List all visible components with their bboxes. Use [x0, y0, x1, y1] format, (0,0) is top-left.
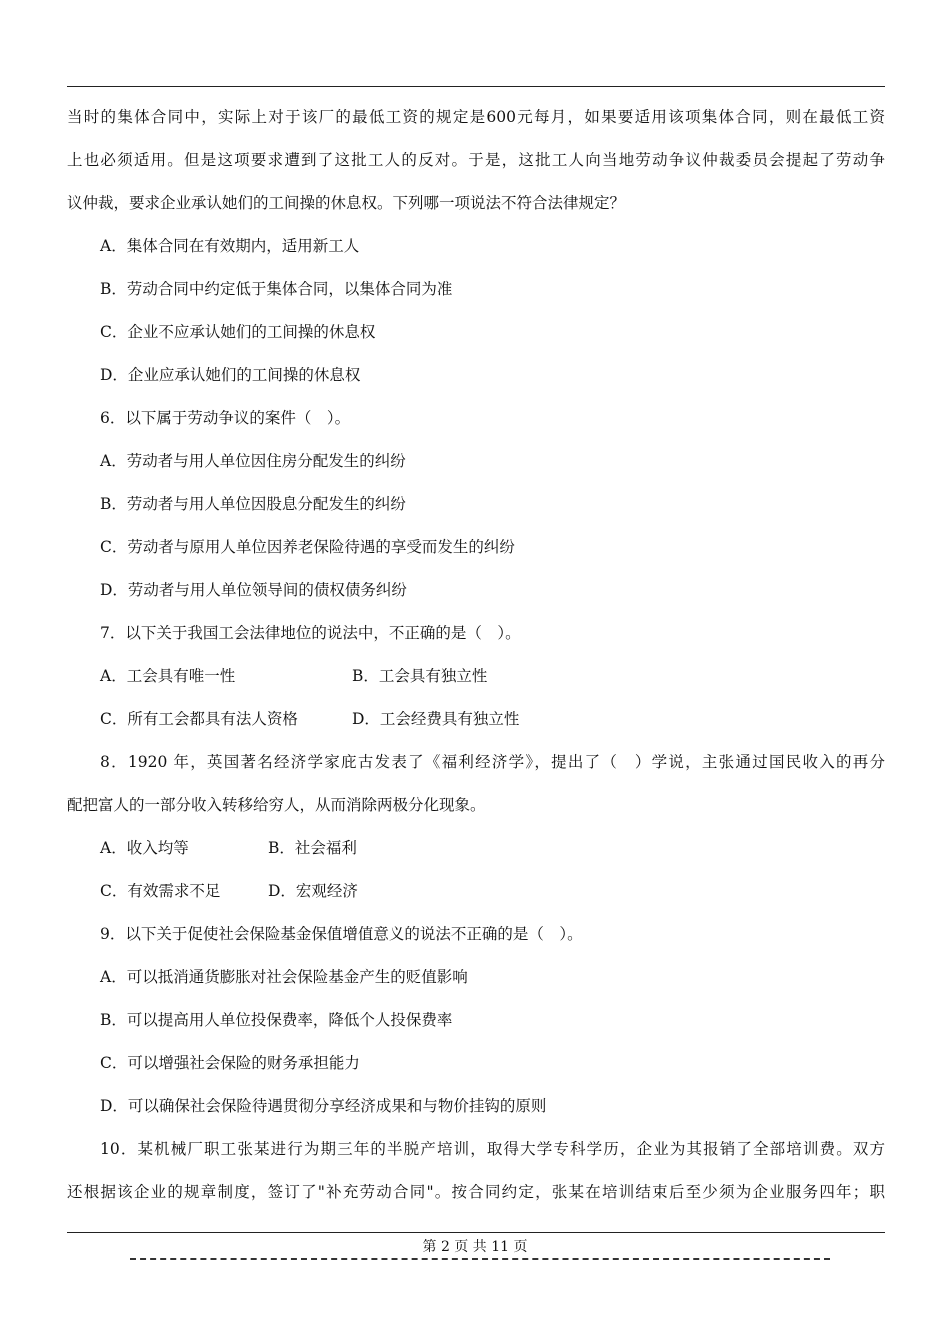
option-row — [67, 870, 885, 913]
footer-rule — [67, 1232, 885, 1233]
option-a: A．工会具有唯一性 — [100, 667, 236, 685]
question-stem: 6．以下属于劳动争议的案件（ ）。 — [100, 409, 351, 427]
option-row — [67, 698, 885, 741]
question-stem-continued: 配把富人的一部分收入转移给穷人，从而消除两极分化现象。 — [67, 796, 486, 814]
option-c: C．劳动者与原用人单位因养老保险待遇的享受而发生的纠纷 — [100, 538, 515, 556]
question-stem: 9．以下关于促使社会保险基金保值增值意义的说法不正确的是（ ）。 — [100, 925, 583, 943]
option-d: D．劳动者与用人单位领导间的债权债务纠纷 — [100, 581, 407, 599]
option-b: B．社会福利 — [268, 839, 357, 857]
option-b: B．工会具有独立性 — [352, 667, 488, 685]
option-c: C．所有工会都具有法人资格 — [100, 710, 298, 728]
option-b: B．劳动者与用人单位因股息分配发生的纠纷 — [100, 495, 406, 513]
option-row — [67, 827, 885, 870]
option-c: C．可以增强社会保险的财务承担能力 — [100, 1054, 360, 1072]
question-stem: 7．以下关于我国工会法律地位的说法中，不正确的是（ ）。 — [100, 624, 521, 642]
question-stem: 10．某机械厂职工张某进行为期三年的半脱产培训，取得大学专科学历，企业为其报销了全部培训费。双方 — [100, 1140, 885, 1158]
option-a: A．集体合同在有效期内，适用新工人 — [100, 237, 360, 255]
option-d: D．可以确保社会保险待遇贯彻分享经济成果和与物价挂钩的原则 — [100, 1097, 547, 1115]
option-d: D．宏观经济 — [268, 882, 358, 900]
option-row — [67, 655, 885, 698]
option-d: D．企业应承认她们的工间操的休息权 — [100, 366, 361, 384]
paragraph-line: 议仲裁，要求企业承认她们的工间操的休息权。下列哪一项说法不符合法律规定？ — [67, 194, 626, 212]
paragraph-line: 当时的集体合同中，实际上对于该厂的最低工资的规定是600元每月，如果要适用该项集体合同，则在最低工资 — [67, 108, 885, 126]
paragraph-line: 上也必须适用。但是这项要求遭到了这批工人的反对。于是，这批工人向当地劳动争议仲裁委员会提起了劳动争 — [67, 151, 885, 169]
option-c: C．企业不应承认她们的工间操的休息权 — [100, 323, 376, 341]
option-d: D．工会经费具有独立性 — [352, 710, 520, 728]
option-a: A．劳动者与用人单位因住房分配发生的纠纷 — [100, 452, 406, 470]
option-a: A．收入均等 — [100, 839, 189, 857]
question-stem-continued: 还根据该企业的规章制度，签订了"补充劳动合同"。按合同约定，张某在培训结束后至少须为企业服务四年；职 — [67, 1183, 885, 1201]
header-rule — [67, 86, 885, 87]
option-b: B．可以提高用人单位投保费率，降低个人投保费率 — [100, 1011, 453, 1029]
option-c: C．有效需求不足 — [100, 882, 221, 900]
option-a: A．可以抵消通货膨胀对社会保险基金产生的贬值影响 — [100, 968, 468, 986]
footer-dashed-rule — [130, 1258, 830, 1260]
option-b: B．劳动合同中约定低于集体合同，以集体合同为准 — [100, 280, 453, 298]
question-stem: 8．1920 年，英国著名经济学家庇古发表了《福利经济学》，提出了（ ）学说，主张通过国民收入的再分 — [100, 753, 885, 771]
page-body — [67, 96, 885, 1214]
page-number: 第 2 页 共 11 页 — [422, 1239, 528, 1255]
